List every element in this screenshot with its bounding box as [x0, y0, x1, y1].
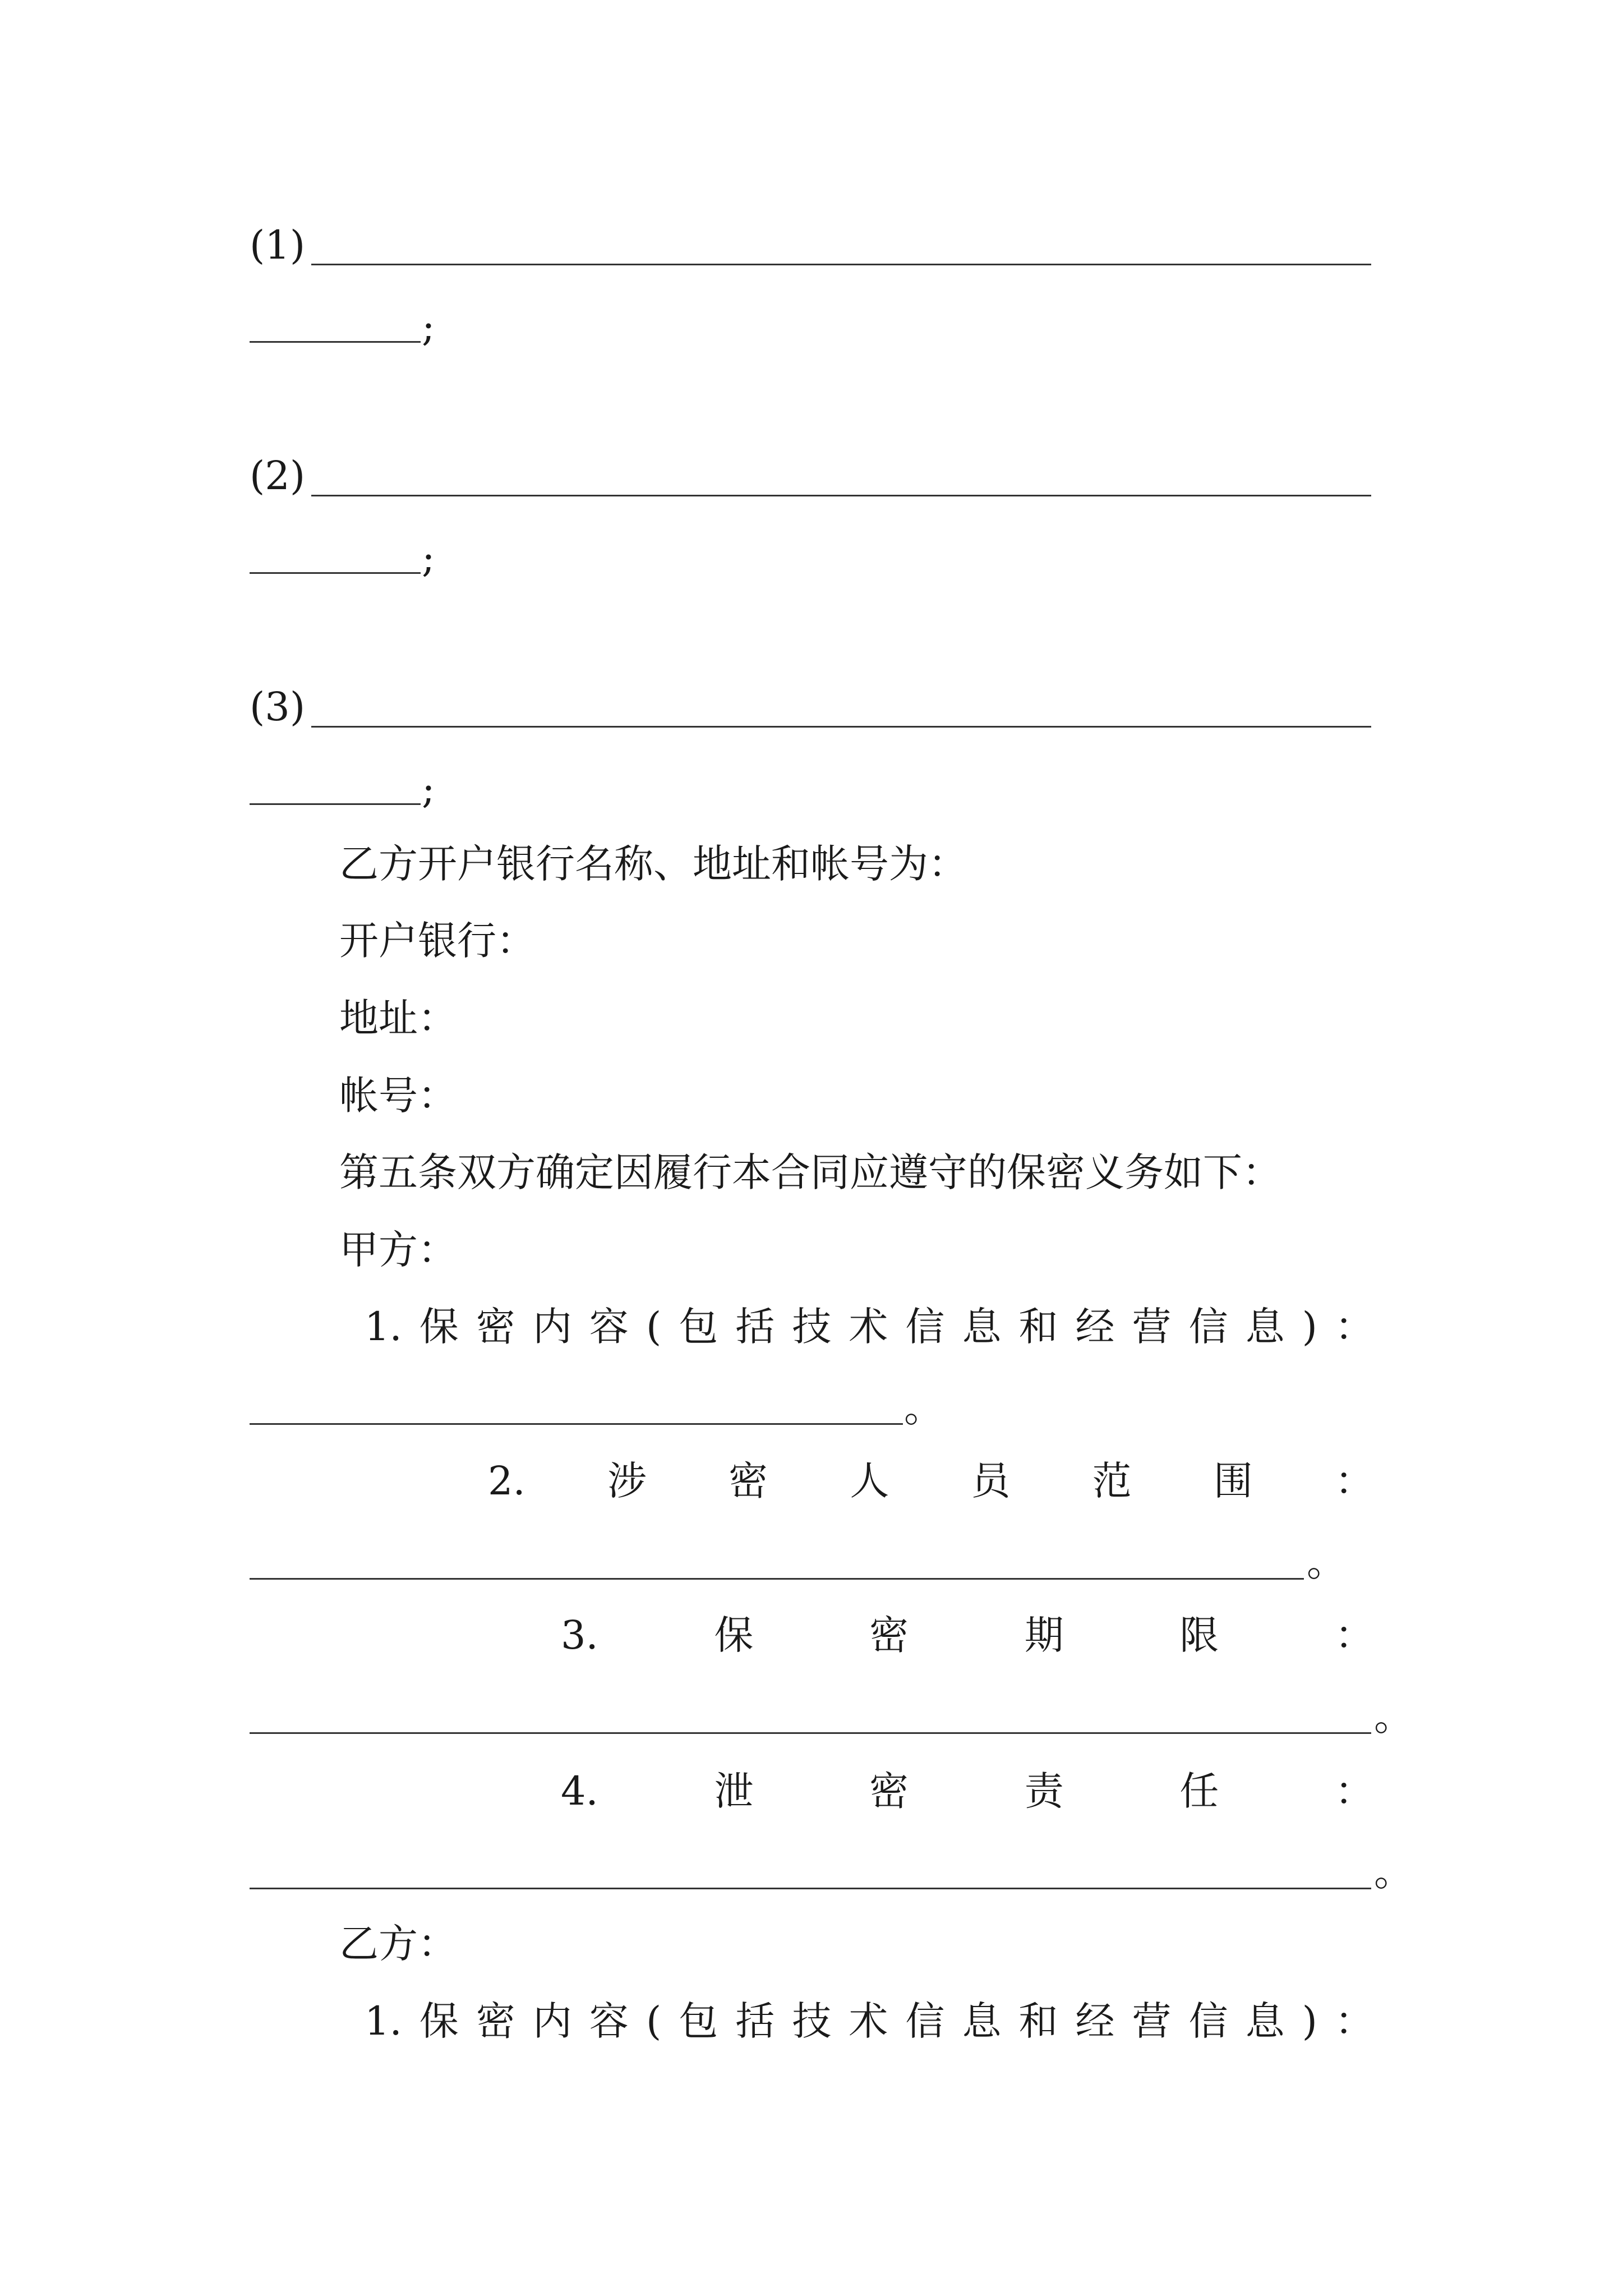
- item-end-a1: 。: [904, 1385, 943, 1431]
- item-char: ): [1302, 1304, 1317, 1350]
- blank-line-2a: [311, 495, 1371, 496]
- blank-end-2: ;: [422, 535, 435, 581]
- fill-line-a4: [250, 1888, 1371, 1889]
- item-number: 2.: [488, 1458, 525, 1504]
- item-end-a2: 。: [1307, 1539, 1346, 1585]
- bank-address-label: 地址：: [339, 995, 457, 1041]
- item-char: ：: [1334, 1304, 1374, 1350]
- fill-line-a2: [250, 1578, 1304, 1580]
- party-b-label: 乙方：: [339, 1921, 457, 1967]
- item-char: 经: [1075, 1998, 1115, 2044]
- blank-line-1a: [311, 264, 1371, 265]
- party-a-item-3: [561, 1610, 1374, 1660]
- item-char: ：: [1335, 1458, 1374, 1504]
- item-char: 密: [728, 1458, 768, 1504]
- blank-line-3a: [311, 726, 1371, 728]
- item-char: 术: [849, 1998, 888, 2044]
- item-number: 1.: [365, 1998, 402, 2044]
- item-char: ): [1302, 1998, 1317, 2044]
- item-char: (: [645, 1304, 662, 1350]
- item-char: 密: [476, 1998, 515, 2044]
- bank-name-label: 开户银行：: [339, 918, 536, 964]
- item-number: 1.: [365, 1304, 402, 1350]
- item-char: 包: [679, 1998, 718, 2044]
- item-char: 员: [971, 1458, 1011, 1504]
- item-char: 密: [476, 1304, 515, 1350]
- item-char: 期: [1024, 1612, 1064, 1658]
- item-char: ：: [1335, 1768, 1374, 1814]
- item-end-a3: 。: [1374, 1694, 1413, 1740]
- party-a-label: 甲方：: [339, 1227, 457, 1273]
- item-char: 涉: [607, 1458, 647, 1504]
- item-char: 技: [792, 1998, 832, 2044]
- blank-line-2b: [250, 572, 421, 574]
- item-char: 容: [589, 1304, 629, 1350]
- bank-info-heading: 乙方开户银行名称、地址和帐号为：: [339, 841, 967, 887]
- article5-heading: 第五条双方确定因履行本合同应遵守的保密义务如下：: [339, 1149, 1281, 1195]
- blank-end-1: ;: [422, 304, 435, 350]
- item-char: 息: [1245, 1304, 1285, 1350]
- item-char: 密: [869, 1612, 909, 1658]
- blank-label-2: (2): [250, 453, 306, 499]
- party-b-item-1: [365, 1996, 1374, 2046]
- item-char: 息: [962, 1998, 1002, 2044]
- item-char: 和: [1018, 1998, 1058, 2044]
- item-char: 和: [1018, 1304, 1058, 1350]
- blank-label-3: (3): [250, 684, 306, 730]
- item-char: 括: [735, 1304, 775, 1350]
- item-char: 信: [1188, 1304, 1228, 1350]
- item-number: 3.: [561, 1612, 598, 1658]
- item-char: 围: [1213, 1458, 1253, 1504]
- item-char: 人: [850, 1458, 889, 1504]
- item-char: 信: [905, 1998, 945, 2044]
- item-char: 信: [1188, 1998, 1228, 2044]
- fill-line-a1: [250, 1423, 903, 1425]
- item-char: 信: [905, 1304, 945, 1350]
- item-char: 限: [1179, 1612, 1219, 1658]
- item-char: 保: [419, 1304, 459, 1350]
- item-char: 包: [679, 1304, 718, 1350]
- item-char: 范: [1092, 1458, 1132, 1504]
- item-end-a4: 。: [1374, 1849, 1413, 1895]
- fill-line-a3: [250, 1732, 1371, 1734]
- blank-end-3: ;: [422, 766, 435, 812]
- item-char: 泄: [714, 1768, 754, 1814]
- item-char: 营: [1132, 1304, 1172, 1350]
- item-char: 术: [849, 1304, 888, 1350]
- item-char: 技: [792, 1304, 832, 1350]
- item-char: (: [645, 1998, 662, 2044]
- item-char: 容: [589, 1998, 629, 2044]
- item-char: 括: [735, 1998, 775, 2044]
- item-char: 息: [1245, 1998, 1285, 2044]
- item-char: 经: [1075, 1304, 1115, 1350]
- party-a-item-4: [561, 1766, 1374, 1816]
- item-char: 责: [1024, 1768, 1064, 1814]
- item-char: 内: [532, 1304, 572, 1350]
- bank-account-label: 帐号：: [339, 1073, 457, 1119]
- item-char: 营: [1132, 1998, 1172, 2044]
- item-char: ：: [1335, 1612, 1374, 1658]
- item-char: 保: [419, 1998, 459, 2044]
- party-a-item-2: [488, 1456, 1374, 1506]
- blank-line-3b: [250, 803, 421, 805]
- blank-line-1b: [250, 341, 421, 343]
- item-char: 密: [869, 1768, 909, 1814]
- item-number: 4.: [561, 1768, 598, 1814]
- blank-label-1: (1): [250, 222, 306, 268]
- item-char: 保: [714, 1612, 754, 1658]
- item-char: 任: [1179, 1768, 1219, 1814]
- item-char: 息: [962, 1304, 1002, 1350]
- item-char: 内: [532, 1998, 572, 2044]
- party-a-item-1: [365, 1301, 1374, 1352]
- item-char: ：: [1334, 1998, 1374, 2044]
